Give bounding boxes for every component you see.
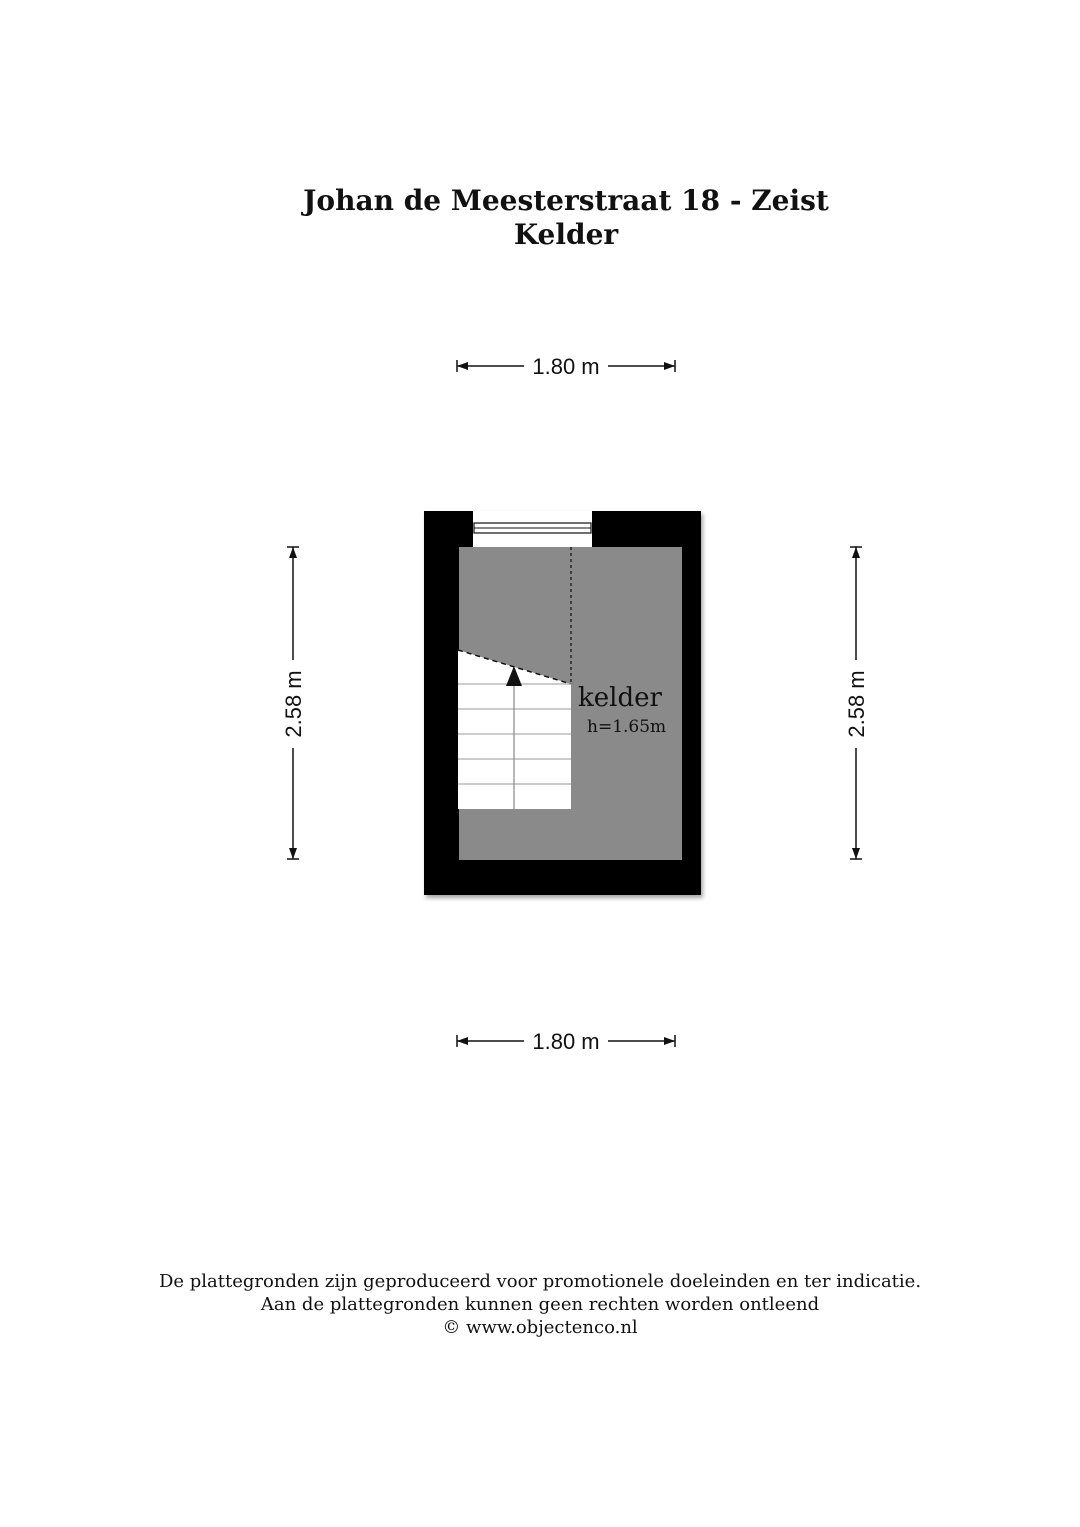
disclaimer-line-1: De plattegronden zijn geproduceerd voor promotionele doeleinden en ter indicatie. <box>158 1271 922 1292</box>
dimension-right-depth <box>844 547 869 859</box>
room-height: h=1.65m <box>587 717 667 737</box>
window-opening <box>473 511 592 547</box>
dimension-left-depth <box>281 547 306 859</box>
address-title: Johan de Meesterstraat 18 - Zeist <box>303 184 829 217</box>
room-name: kelder <box>578 683 662 713</box>
floor-title: Kelder <box>513 218 619 251</box>
copyright-line: © www.objectenco.nl <box>442 1317 638 1338</box>
dimension-top-label: 1.80 m <box>532 354 600 379</box>
dimension-top-width <box>457 354 675 379</box>
dimension-bottom-width <box>457 1029 675 1054</box>
dimension-right-label: 2.58 m <box>844 670 869 738</box>
disclaimer-line-2: Aan de plattegronden kunnen geen rechten worden ontleend <box>260 1294 820 1315</box>
dimension-left-label: 2.58 m <box>281 670 306 738</box>
dimension-bottom-label: 1.80 m <box>532 1029 600 1054</box>
